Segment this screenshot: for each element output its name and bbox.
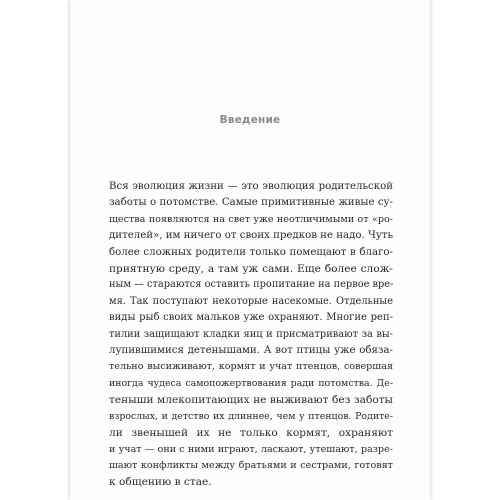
book-page (70, 0, 430, 500)
text-line: тилии защищают кладки яиц и присматривают за вы- (109, 328, 393, 340)
text-line: к общению в стае. (109, 476, 212, 489)
text-line: заботы о потомстве. Самые примитивные живые су- (109, 197, 393, 209)
text-line: иногда чудеса самопожертвования ради потомства. Де- (109, 377, 393, 389)
text-line: тельно высиживают, кормят и учат птенцов, совершая (109, 361, 393, 373)
text-line: шают конфликты между братьями и сестрами, готовят (109, 459, 393, 471)
text-line: более сложных родители только помещают в благо- (109, 246, 393, 258)
text-line: лупившимися детенышами. А вот птицы уже обяза- (109, 345, 393, 357)
text-line: ным — стараются оставить пропитание на первое вре- (109, 279, 393, 291)
text-line: дителей», им ничего от своих предков не надо. Чуть (109, 230, 393, 242)
text-line: ли звенышей их не только кормят, охраняют (109, 427, 393, 440)
chapter-heading: Введение (219, 114, 281, 126)
body-text (109, 179, 393, 491)
text-line: щества появляются на свет уже неотличимыми от «ро- (109, 213, 393, 225)
text-line: приятную среду, а там уж сами. Еще более слож- (109, 263, 393, 276)
text-line: виды рыб своих мальков уже охраняют. Многие реп- (109, 312, 393, 324)
text-line: и учат — они с ними играют, ласкают, утешают, разре- (109, 443, 393, 455)
text-line: взрослых, и детство их длиннее, чем у птенцов. Родите- (109, 410, 393, 422)
text-line: мя. Так поступают некоторые насекомые. Отдельные (109, 295, 393, 307)
text-line: Вся эволюция жизни — это эволюция родительской (109, 181, 393, 192)
text-line: теныши млекопитающих не выживают без заботы (109, 394, 393, 407)
